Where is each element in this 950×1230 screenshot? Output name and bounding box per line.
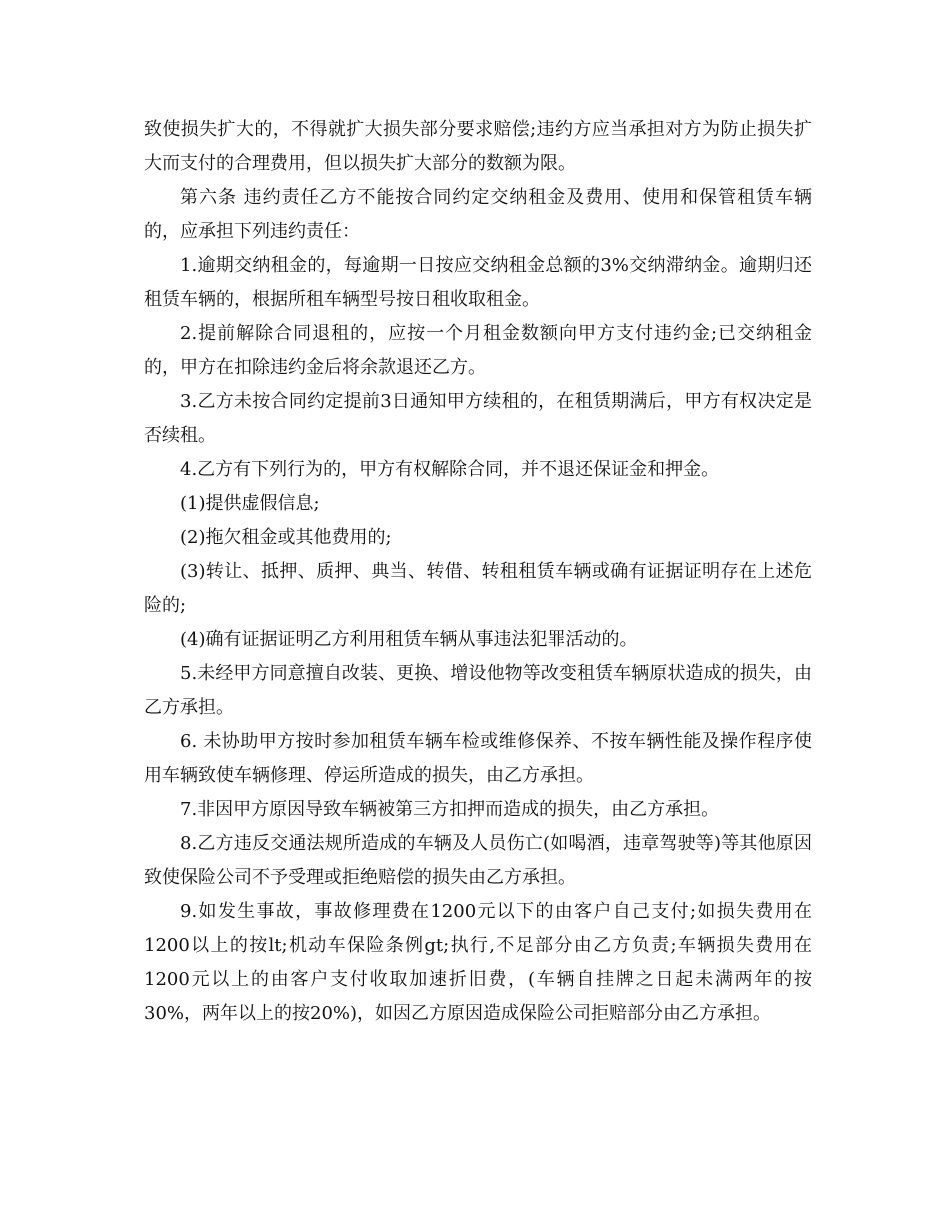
sub-item-1: (1)提供虚假信息; (180, 493, 320, 514)
sub-item-2: (2)拖欠租金或其他费用的; (180, 527, 392, 548)
paragraph-continuation: 致使损失扩大的，不得就扩大损失部分要求赔偿;违约方应当承担对方为防止损失扩大而支付的合理费用，但以损失扩大部分的数额为限。 (144, 119, 812, 174)
clause-4-paragraph: 4.乙方有下列行为的，甲方有权解除合同，并不退还保证金和押金。 (180, 459, 720, 480)
article-6-heading-paragraph: 第六条 违约责任乙方不能按合同约定交纳租金及费用、使用和保管租赁车辆的，应承担下列违约责任： (144, 187, 812, 242)
clause-9-paragraph: 9.如发生事故，事故修理费在1200元以下的由客户自己支付;如损失费用在1200以上的按lt;机动车保险条例gt;执行,不足部分由乙方负责;车辆损失费用在1200元以上的由客户支付收取加速折旧费，(车辆自挂牌之日起未满两年的按30%，两年以上的按20%)，如因乙方原因造成保险公司拒赔部分由乙方承担。 (144, 901, 812, 1024)
clause-2-paragraph: 2.提前解除合同退租的，应按一个月租金数额向甲方支付违约金;已交纳租金的，甲方在扣除违约金后将余款退还乙方。 (144, 323, 812, 378)
clause-8-paragraph: 8.乙方违反交通法规所造成的车辆及人员伤亡(如喝酒，违章驾驶等)等其他原因致使保险公司不予受理或拒绝赔偿的损失由乙方承担。 (144, 833, 812, 888)
document-body (144, 113, 812, 1031)
clause-6-paragraph: 6. 未协助甲方按时参加租赁车辆车检或维修保养、不按车辆性能及操作程序使用车辆致使车辆修理、停运所造成的损失，由乙方承担。 (144, 731, 812, 786)
clause-7-paragraph: 7.非因甲方原因导致车辆被第三方扣押而造成的损失，由乙方承担。 (180, 799, 720, 820)
clause-5-paragraph: 5.未经甲方同意擅自改装、更换、增设他物等改变租赁车辆原状造成的损失，由乙方承担。 (144, 663, 812, 718)
clause-1-paragraph: 1.逾期交纳租金的，每逾期一日按应交纳租金总额的3%交纳滞纳金。逾期归还租赁车辆的，根据所租车辆型号按日租收取租金。 (144, 255, 812, 310)
sub-item-4: (4)确有证据证明乙方利用租赁车辆从事违法犯罪活动的。 (180, 629, 638, 650)
clause-3-paragraph: 3.乙方未按合同约定提前3日通知甲方续租的，在租赁期满后，甲方有权决定是否续租。 (144, 391, 812, 446)
sub-item-3: (3)转让、抵押、质押、典当、转借、转租租赁车辆或确有证据证明存在上述危险的; (144, 561, 812, 616)
